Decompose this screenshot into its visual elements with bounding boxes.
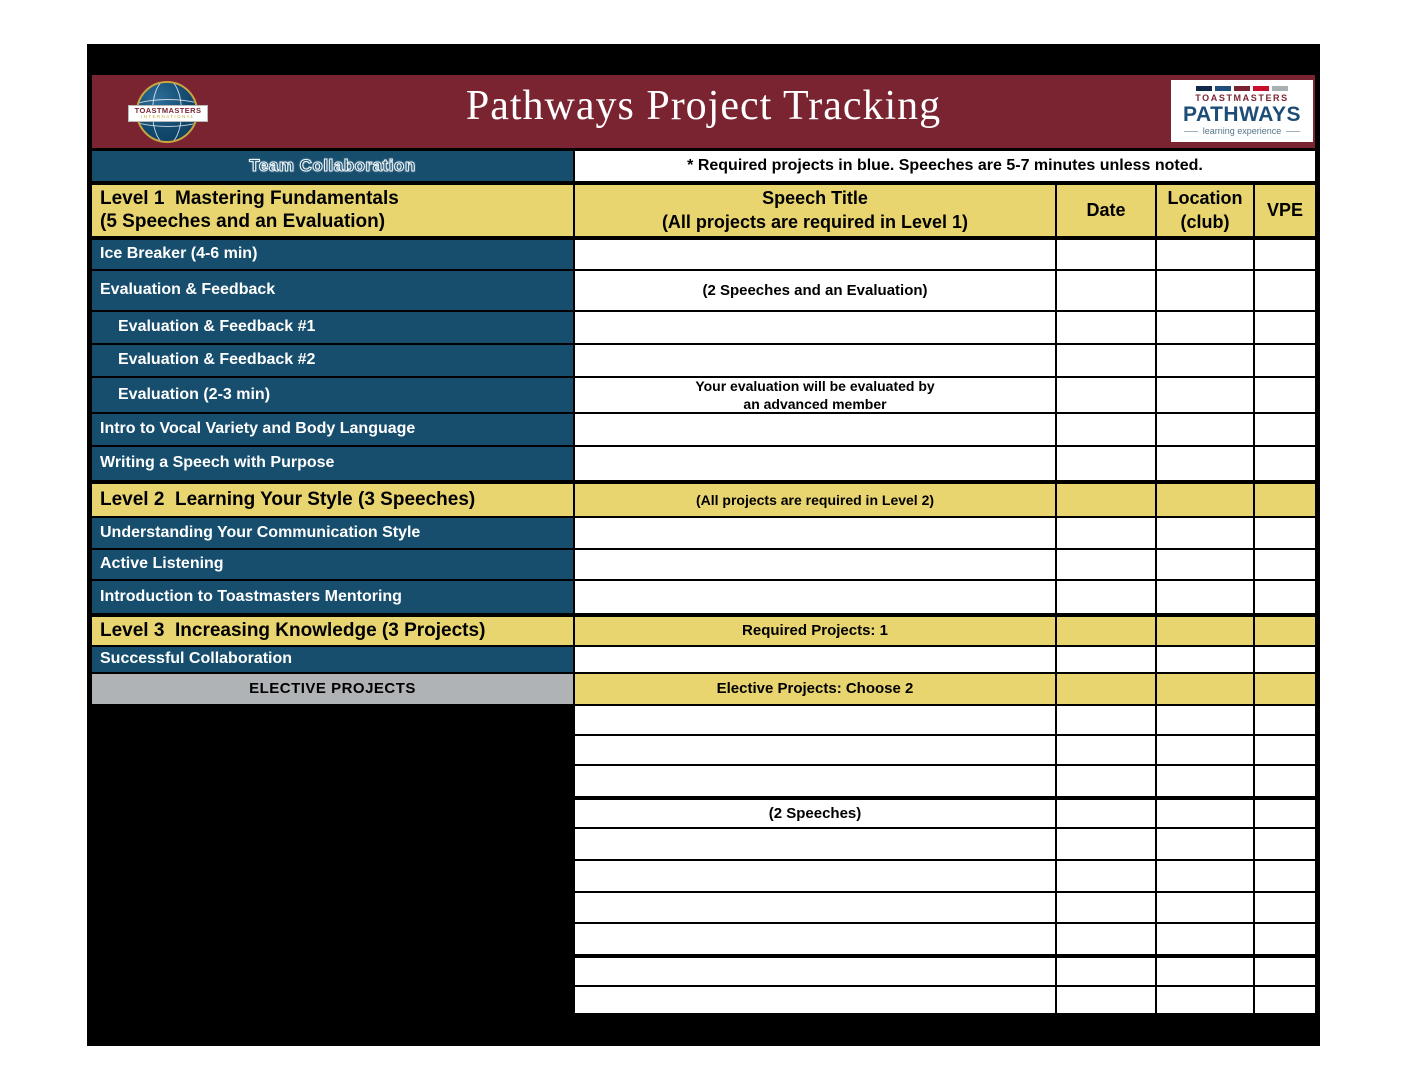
location-cell[interactable] <box>1157 518 1255 548</box>
project-label: Level 3 Increasing Knowledge (3 Projects) <box>100 619 486 641</box>
speech-title-cell[interactable] <box>575 706 1057 734</box>
vpe-cell[interactable] <box>1255 736 1315 764</box>
vpe-cell[interactable] <box>1255 647 1315 672</box>
project-name-cell <box>92 647 575 672</box>
speech-title-cell[interactable] <box>575 924 1057 954</box>
project-name-cell <box>92 958 575 985</box>
international-logo-text: INTERNATIONAL <box>141 113 195 119</box>
vpe-cell[interactable] <box>1255 271 1315 310</box>
writing-speech-purpose <box>92 447 1315 482</box>
location-cell[interactable] <box>1157 829 1255 859</box>
cell-text: Your evaluation will be evaluated by <box>695 378 935 394</box>
elective-row-5 <box>92 861 1315 893</box>
date-cell[interactable] <box>1057 240 1157 269</box>
location-cell[interactable] <box>1157 378 1255 412</box>
intro-vocal-variety <box>92 414 1315 447</box>
speech-title-cell <box>575 378 1057 412</box>
cell-text: (club) <box>1180 211 1230 232</box>
vpe-cell[interactable] <box>1255 312 1315 343</box>
vpe-cell[interactable] <box>1255 800 1315 827</box>
project-name-cell <box>92 800 575 827</box>
elective-projects-header <box>92 674 1315 706</box>
vpe-cell[interactable] <box>1255 550 1315 579</box>
date-cell[interactable] <box>1057 581 1157 613</box>
vpe-cell[interactable] <box>1255 893 1315 922</box>
dash <box>1215 86 1231 91</box>
speech-title-cell <box>575 800 1057 827</box>
project-label: Understanding Your Communication Style <box>100 523 421 541</box>
speech-title-cell[interactable] <box>575 736 1057 764</box>
project-label: Evaluation (2-3 min) <box>118 385 271 403</box>
cell-text: (2 Speeches and an Evaluation) <box>702 281 928 299</box>
speech-title-cell[interactable] <box>575 447 1057 480</box>
cell-text: Required Projects: 1 <box>742 622 888 640</box>
vpe-cell[interactable] <box>1255 958 1315 985</box>
location-cell[interactable] <box>1157 240 1255 269</box>
location-cell[interactable] <box>1157 447 1255 480</box>
cell-text: Location <box>1167 188 1243 209</box>
vpe-cell[interactable] <box>1255 414 1315 445</box>
vpe-cell[interactable] <box>1255 617 1315 645</box>
location-cell[interactable] <box>1157 617 1255 645</box>
project-name-cell <box>92 414 575 445</box>
date-cell[interactable] <box>1057 550 1157 579</box>
cell-text: VPE <box>1266 199 1304 220</box>
dash <box>1234 86 1250 91</box>
project-name-cell <box>92 766 575 796</box>
vpe-cell[interactable] <box>1255 518 1315 548</box>
project-name-cell <box>92 151 575 181</box>
date-cell[interactable] <box>1057 617 1157 645</box>
dash <box>1253 86 1269 91</box>
date-cell[interactable] <box>1057 829 1157 859</box>
speech-title-cell[interactable] <box>575 958 1057 985</box>
location-cell[interactable] <box>1157 924 1255 954</box>
dash <box>1272 86 1288 91</box>
evaluation-2-3-min <box>92 378 1315 414</box>
project-label: Team Collaboration <box>249 155 416 175</box>
project-label: Writing a Speech with Purpose <box>100 454 335 472</box>
project-name-cell <box>92 987 575 1013</box>
elective-row-9 <box>92 987 1315 1015</box>
location-cell[interactable] <box>1157 345 1255 376</box>
speech-title-cell[interactable] <box>575 581 1057 613</box>
evaluation-and-feedback-2 <box>92 345 1315 378</box>
vpe-cell[interactable] <box>1255 378 1315 412</box>
date-cell[interactable] <box>1057 736 1157 764</box>
page-title: Pathways Project Tracking <box>465 83 942 129</box>
speech-title-cell[interactable] <box>575 647 1057 672</box>
location-cell[interactable] <box>1157 312 1255 343</box>
date-cell[interactable] <box>1057 447 1157 480</box>
date-cell[interactable] <box>1057 800 1157 827</box>
project-name-cell <box>92 240 575 269</box>
vpe-cell[interactable] <box>1255 829 1315 859</box>
vpe-cell[interactable] <box>1255 345 1315 376</box>
vpe-cell[interactable] <box>1255 766 1315 796</box>
project-label: Successful Collaboration <box>100 650 293 668</box>
location-cell[interactable] <box>1157 861 1255 891</box>
vpe-cell[interactable] <box>1255 674 1315 704</box>
location-cell[interactable] <box>1157 800 1255 827</box>
cell-text: (All projects are required in Level 1) <box>661 211 969 232</box>
location-cell[interactable] <box>1157 893 1255 922</box>
speech-title-cell <box>575 484 1057 516</box>
pathways-tagline: learning experience <box>1184 126 1301 136</box>
project-name-cell <box>92 924 575 954</box>
project-label: Intro to Vocal Variety and Body Language <box>100 420 416 438</box>
location-cell[interactable] <box>1157 550 1255 579</box>
project-name-cell <box>92 185 575 236</box>
cell-text: (2 Speeches) <box>768 804 862 822</box>
elective-row-6 <box>92 893 1315 924</box>
vpe-cell[interactable] <box>1255 447 1315 480</box>
pathways-logo-dashes <box>1196 86 1288 91</box>
location-cell[interactable] <box>1157 414 1255 445</box>
location-cell[interactable] <box>1157 271 1255 310</box>
project-label: Level 1 Mastering Fundamentals <box>100 188 399 210</box>
level-2-header <box>92 482 1315 518</box>
date-cell[interactable] <box>1057 861 1157 891</box>
project-name-cell <box>92 706 575 734</box>
cell-text: (All projects are required in Level 2) <box>695 491 935 508</box>
date-cell[interactable] <box>1057 706 1157 734</box>
vpe-cell[interactable] <box>1255 240 1315 269</box>
speech-title-cell[interactable] <box>575 987 1057 1013</box>
location-cell[interactable] <box>1157 706 1255 734</box>
column-header-vpe <box>1255 185 1315 236</box>
project-name-cell <box>92 447 575 480</box>
understanding-communication-style <box>92 518 1315 550</box>
speech-title-cell <box>575 674 1057 704</box>
tracking-table <box>92 148 1315 1015</box>
vpe-cell[interactable] <box>1255 861 1315 891</box>
speech-title-cell[interactable] <box>575 518 1057 548</box>
active-listening <box>92 550 1315 581</box>
speech-title-cell[interactable] <box>575 766 1057 796</box>
project-label: (5 Speeches and an Evaluation) <box>100 210 386 232</box>
vpe-cell[interactable] <box>1255 484 1315 516</box>
speech-title-cell <box>575 185 1057 236</box>
project-name-cell <box>92 617 575 645</box>
project-label: Ice Breaker (4-6 min) <box>100 245 258 263</box>
cell-text: Speech Title <box>762 188 868 209</box>
elective-row-8 <box>92 956 1315 987</box>
ice-breaker <box>92 238 1315 271</box>
cell-text: * Required projects in blue. Speeches are 5-7 minutes unless noted. <box>687 156 1203 174</box>
cell-text: Elective Projects: Choose 2 <box>716 680 914 698</box>
location-cell[interactable] <box>1157 736 1255 764</box>
location-cell[interactable] <box>1157 484 1255 516</box>
date-cell[interactable] <box>1057 924 1157 954</box>
project-label: ELECTIVE PROJECTS <box>249 680 416 698</box>
cell-text: Date <box>1086 199 1126 220</box>
date-cell[interactable] <box>1057 378 1157 412</box>
project-name-cell <box>92 893 575 922</box>
date-cell[interactable] <box>1057 312 1157 343</box>
elective-row-2 <box>92 736 1315 766</box>
column-header-date <box>1057 185 1157 236</box>
column-header-location <box>1157 185 1255 236</box>
speech-title-cell[interactable] <box>575 312 1057 343</box>
required-note-cell <box>575 151 1315 181</box>
project-name-cell <box>92 674 575 704</box>
location-cell[interactable] <box>1157 581 1255 613</box>
date-cell[interactable] <box>1057 647 1157 672</box>
date-cell[interactable] <box>1057 271 1157 310</box>
elective-row-4 <box>92 829 1315 861</box>
project-name-cell <box>92 550 575 579</box>
project-label: Level 2 Learning Your Style (3 Speeches) <box>100 488 476 510</box>
speech-title-cell[interactable] <box>575 550 1057 579</box>
project-name-cell <box>92 518 575 548</box>
level-3-header <box>92 615 1315 647</box>
vpe-cell[interactable] <box>1255 924 1315 954</box>
date-cell[interactable] <box>1057 674 1157 704</box>
pathways-logo <box>1171 80 1313 142</box>
vpe-cell[interactable] <box>1255 987 1315 1013</box>
speech-title-cell[interactable] <box>575 345 1057 376</box>
date-cell[interactable] <box>1057 766 1157 796</box>
date-cell[interactable] <box>1057 414 1157 445</box>
project-name-cell <box>92 861 575 891</box>
speech-title-cell <box>575 617 1057 645</box>
two-speeches-row <box>92 798 1315 829</box>
vpe-cell[interactable] <box>1255 581 1315 613</box>
project-label: Evaluation & Feedback #1 <box>118 318 316 336</box>
date-cell[interactable] <box>1057 345 1157 376</box>
evaluation-and-feedback-1 <box>92 312 1315 345</box>
project-name-cell <box>92 484 575 516</box>
dash <box>1196 86 1212 91</box>
pathways-brand-text: TOASTMASTERS <box>1195 93 1289 103</box>
date-cell[interactable] <box>1057 987 1157 1013</box>
project-name-cell <box>92 829 575 859</box>
location-cell[interactable] <box>1157 766 1255 796</box>
speech-title-cell[interactable] <box>575 829 1057 859</box>
project-name-cell <box>92 736 575 764</box>
masthead <box>92 75 1315 148</box>
intro-toastmasters-mentoring <box>92 581 1315 615</box>
level-1-header <box>92 183 1315 238</box>
date-cell[interactable] <box>1057 958 1157 985</box>
location-cell[interactable] <box>1157 958 1255 985</box>
evaluation-and-feedback <box>92 271 1315 312</box>
project-name-cell <box>92 271 575 310</box>
successful-collaboration <box>92 647 1315 674</box>
project-label: Active Listening <box>100 555 224 573</box>
elective-row-3 <box>92 766 1315 798</box>
date-cell[interactable] <box>1057 518 1157 548</box>
sheet-frame <box>87 44 1320 1046</box>
path-name-row <box>92 151 1315 183</box>
project-label: Evaluation & Feedback <box>100 281 276 299</box>
project-name-cell <box>92 312 575 343</box>
location-cell[interactable] <box>1157 647 1255 672</box>
date-cell[interactable] <box>1057 893 1157 922</box>
project-label: Introduction to Toastmasters Mentoring <box>100 587 402 605</box>
date-cell[interactable] <box>1057 484 1157 516</box>
speech-title-cell[interactable] <box>575 893 1057 922</box>
project-name-cell <box>92 378 575 412</box>
speech-title-cell[interactable] <box>575 414 1057 445</box>
toastmasters-logo-text: TOASTMASTERS <box>134 106 202 115</box>
vpe-cell[interactable] <box>1255 706 1315 734</box>
location-cell[interactable] <box>1157 987 1255 1013</box>
cell-text: an advanced member <box>743 396 887 412</box>
project-name-cell <box>92 581 575 613</box>
speech-title-cell <box>575 271 1057 310</box>
pathways-name-text: PATHWAYS <box>1183 103 1301 126</box>
project-label: Evaluation & Feedback #2 <box>118 351 316 369</box>
elective-row-1 <box>92 706 1315 736</box>
elective-row-7 <box>92 924 1315 956</box>
project-name-cell <box>92 345 575 376</box>
location-cell[interactable] <box>1157 674 1255 704</box>
speech-title-cell[interactable] <box>575 240 1057 269</box>
speech-title-cell[interactable] <box>575 861 1057 891</box>
